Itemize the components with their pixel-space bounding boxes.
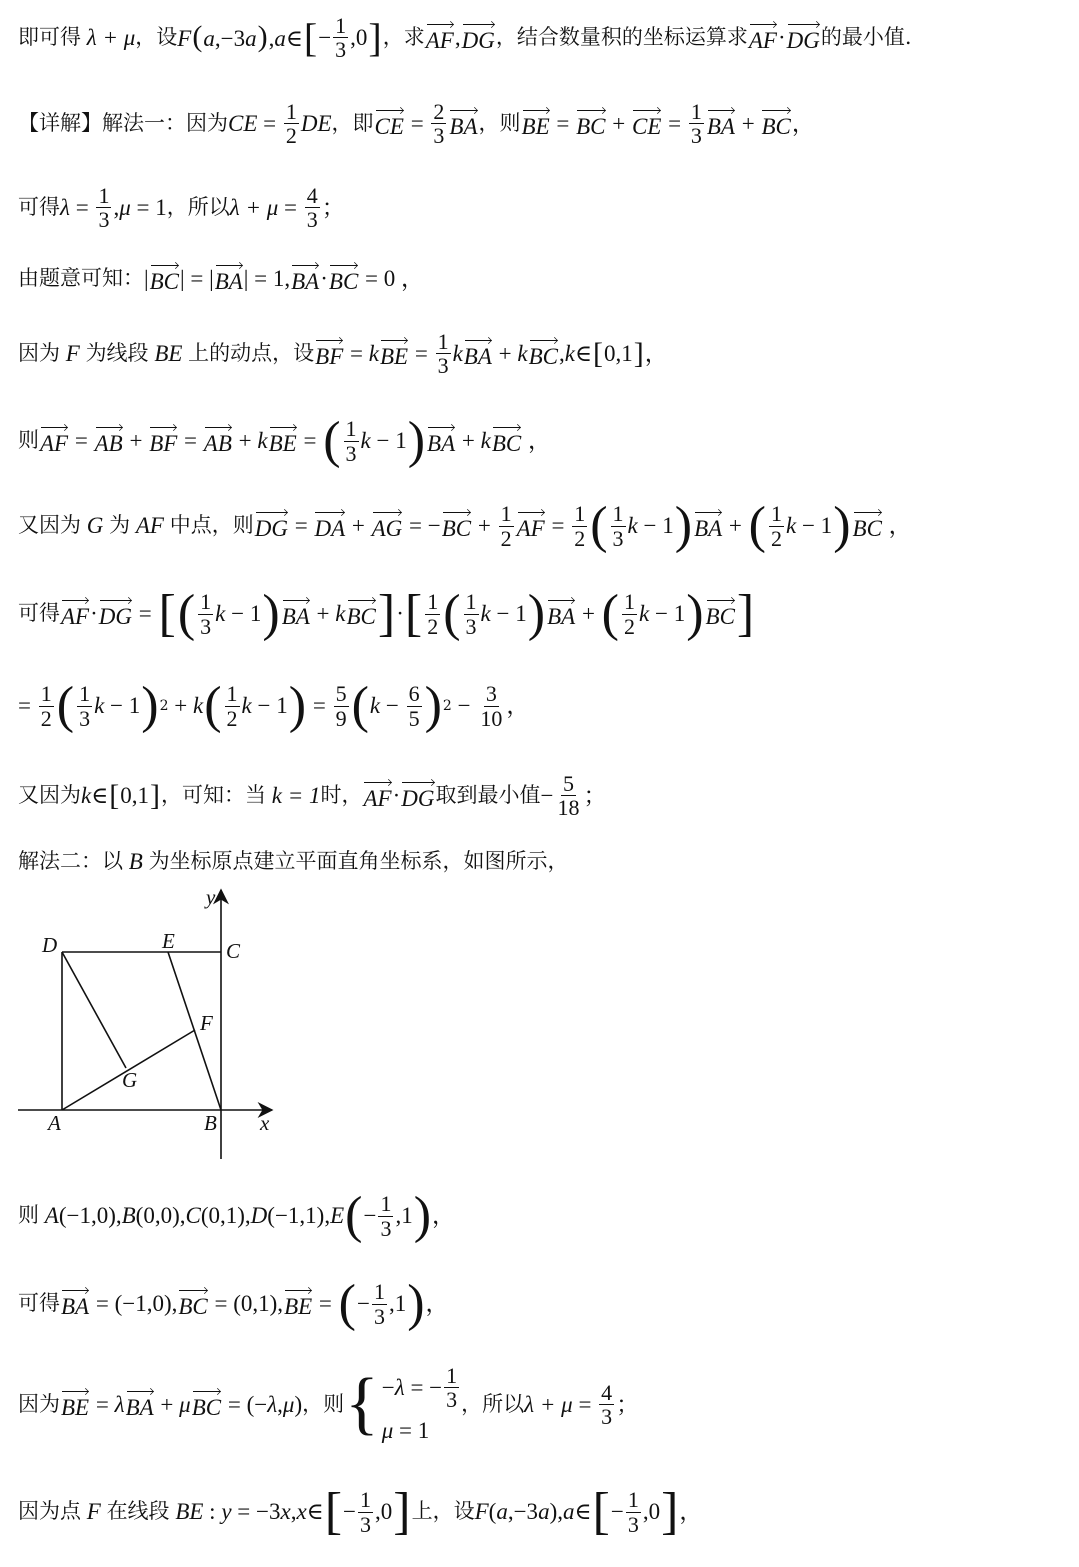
text: ，求 <box>382 25 425 49</box>
text: 为线段 <box>85 341 149 365</box>
text: ，即 <box>331 111 374 135</box>
line-8: 可得 AF · DG = [ ( $\frac{1}{3}$ k − 1 ) BA + k BC ] · [ $\frac{1}{2}$ ( $\frac{1}{3}$ k − 1 ) BA + ( $\frac{1}{2}$ k − 1 ) BC ] <box>18 585 755 642</box>
text: 又因为 <box>18 513 81 538</box>
text: ，则 <box>478 111 521 135</box>
text: ，可知：当 <box>161 783 266 807</box>
system-of-equations: −λ = − $\frac{1}{3}$ μ = 1 <box>381 1363 458 1444</box>
line-15: 因为点 F 在线段 BE : y = −3x,x∈ [ − $\frac{1}{3}$ ,0 ] 上，设 F(a,−3a),a∈ [ − $\frac{1}{3}$ ,0 ] ， <box>18 1483 703 1540</box>
text: 因为点 <box>18 1499 81 1524</box>
text: ，所以 <box>461 1391 525 1416</box>
line-9: = $\frac{1}{2}$ ( $\frac{1}{3}$ k − 1 ) 2 + k ( $\frac{1}{2}$ k − 1 ) = $\frac{5}{9}$ ( k − $\frac{6}{5}$ ) 2 − $\frac{3}{10}$ ， <box>18 677 530 734</box>
text: 则 <box>18 428 39 453</box>
line-13: 可得 BA = (−1,0), BC = (0,1), BE = ( − $\frac{1}{3}$ ,1 ) ， <box>18 1275 449 1332</box>
line-11: 解法二：以 B 为坐标原点建立平面直角坐标系，如图所示， <box>18 849 569 874</box>
text: 则 <box>18 1203 39 1228</box>
text: 中点，则 <box>169 513 254 538</box>
text: 上，设 <box>411 1499 475 1524</box>
text: 因为 <box>18 1391 60 1416</box>
text: ，结合数量积的坐标运算求 <box>495 25 748 49</box>
line-1: 即可得 λ + μ ，设 F(a,−3a),a∈ [ − $\frac{1}{3}$ ,0 ] ，求 AF , DG ，结合数量积的坐标运算求 AF · DG 的最小值. <box>18 13 912 63</box>
text: 又因为 <box>18 783 81 807</box>
geometry-figure <box>14 884 294 1164</box>
label-e: E <box>162 929 175 953</box>
line-4: 由题意可知： | BC | = | BA | = 1, BA · BC = 0 ， <box>18 262 424 296</box>
text: 由题意可知： <box>18 266 144 291</box>
line-2: 【详解】 解法一：因为 CE = $\frac{1}{2}$ DE ，即 CE = $\frac{2}{3}$ BA ，则 BE = BC + CE = $\frac{1}{3}$ BA + BC ， <box>18 99 815 149</box>
line-14: 因为 BE = λ BA + μ BC = (−λ,μ) ，则 { −λ = − $\frac{1}{3}$ μ = 1 ，所以 λ + μ = $\frac{4}{3}$ ； <box>18 1363 640 1444</box>
text: 为坐标原点建立平面直角坐标系，如图所示， <box>148 849 569 874</box>
label-f: F <box>200 1011 213 1035</box>
text: ，所以 <box>166 195 230 219</box>
text: 可得 <box>18 195 60 219</box>
text: 可得 <box>18 1291 60 1316</box>
text: 时， <box>320 783 363 807</box>
line-12: 则 A(−1,0),B(0,0),C(0,1),D(−1,1),E ( − $\frac{1}{3}$ ,1 ) ， <box>18 1187 456 1244</box>
label-y: y <box>206 885 216 909</box>
text: 的最小值. <box>820 25 912 49</box>
text: ，则 <box>302 1391 345 1416</box>
text: 在线段 <box>106 1499 170 1524</box>
label-c: C <box>226 939 241 963</box>
text: 解法一：因为 <box>102 111 228 135</box>
label-d: D <box>42 933 58 957</box>
text: 即可得 <box>18 25 81 49</box>
text: ，设 <box>135 25 178 49</box>
line-7: 又因为 G 为 AF 中点，则 DG = DA + AG = − BC + $\frac{1}{2}$ AF = $\frac{1}{2}$ ( $\frac{1}{3}$ k − 1 ) BA + ( $\frac{1}{2}$ k − 1 ) BC ， <box>18 497 912 554</box>
line-10: 又因为 k∈ [ 0,1 ] ，可知：当 k = 1 时， AF · DG 取到最小值 − $\frac{5}{18}$ ； <box>18 771 607 821</box>
label-x: x <box>260 1111 270 1135</box>
section-label: 【详解】 <box>18 111 102 135</box>
label-a: A <box>48 1111 61 1135</box>
text: 因为 <box>18 341 60 365</box>
line-6: 则 AF = AB + BF = AB + k BE = ( $\frac{1}{3}$ k − 1 ) BA + k BC ， <box>18 412 551 469</box>
label-b: B <box>204 1111 217 1135</box>
label-g: G <box>122 1068 138 1092</box>
text: 解法二：以 <box>18 849 123 874</box>
text: 为 <box>109 513 131 538</box>
text: 上的动点，设 <box>188 341 315 365</box>
text: 取到最小值 <box>435 783 541 807</box>
line-5: 因为 F 为线段 BE 上的动点，设 BF = k BE = $\frac{1}{3}$ k BA + k BC ,k∈ [ 0,1 ] ， <box>18 329 668 379</box>
segment-dg <box>62 952 126 1068</box>
line-3: 可得 λ = $\frac{1}{3}$ ,μ = 1 ，所以 λ + μ = $\frac{4}{3}$ ； <box>18 183 345 233</box>
text: 可得 <box>18 601 60 626</box>
